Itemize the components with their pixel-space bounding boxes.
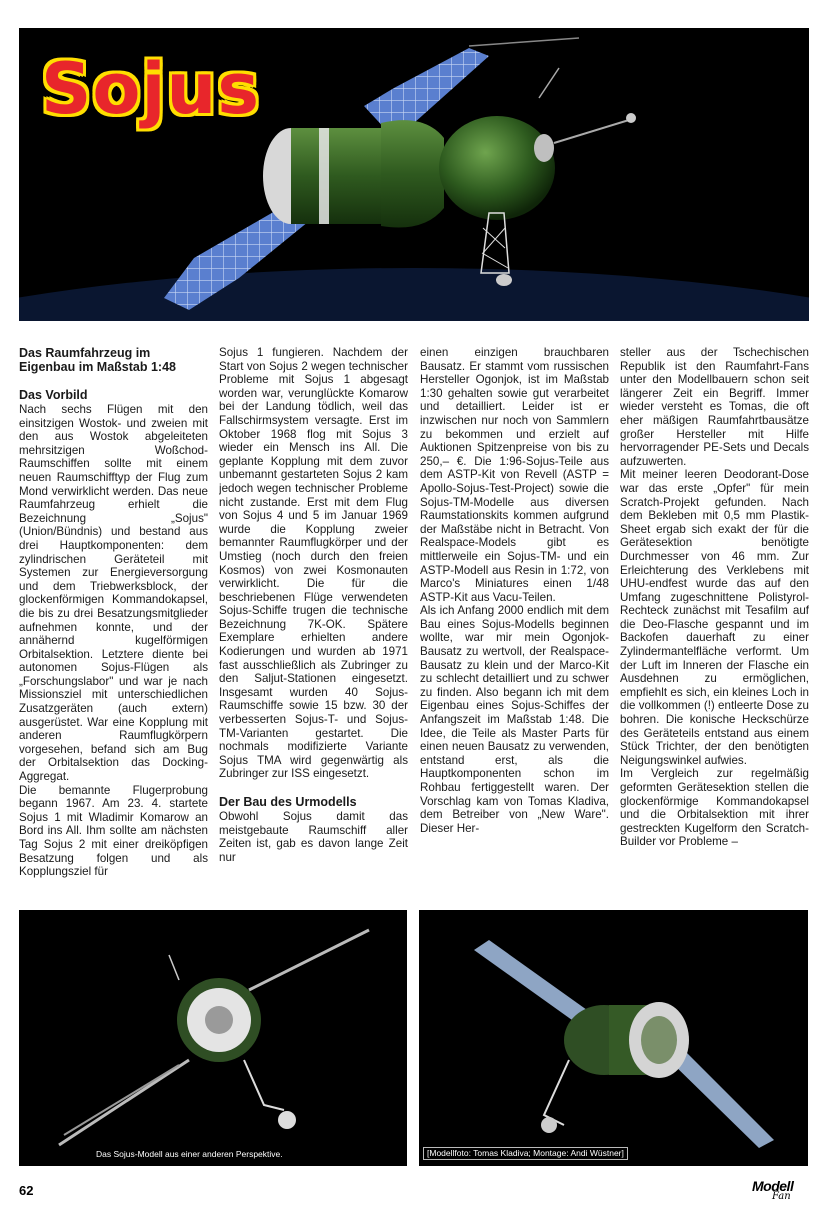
paragraph: Nach sechs Flügen mit den einsitzigen Wostok- und zweien mit den aus Wostok abgeleiteten mehrsitzigen Woßchod-Raumschiffen sollte mit einem neuen Raumschifftyp der Flug zum Mond verwirklicht werden. Das neue Raumfahrzeug erhielt die Bezeichnung „Sojus" (Union/Bündnis) und bestand aus drei Hauptkomponenten: dem zylindrischen Geräteteil mit Systemen zur Energieversorgung und dem Triebwerksblock, der glockenförmigen Kommandokapsel, die bis zu drei Besatzungsmitglieder aufnehmen konnte, und der annähernd kugelförmigen Orbitalsektion. Letztere diente bei autonomen Sojus-Flügen als „Forschungslabor" und war je nach Missionsziel mit unterschiedlichen Zusatzgeräten (auch extern) ausgerüstet. War eine Kopplung mit anderen Raumflugkörpern vorgesehen, befand sich am Bug der Orbitalsektion das Docking-Aggregat. [19, 403, 208, 784]
paragraph: Die bemannte Flugerprobung begann 1967. Am 23. 4. startete Sojus 1 mit Wladimir Komarow an Bord ins All. Ihm sollte am nächsten Tag Sojus 2 mit einer dreiköpfigen Besatzung folgen und als Kopplungsziel für [19, 783, 208, 879]
article-body [19, 346, 809, 898]
photo-caption-left: Das Sojus-Modell aus einer anderen Perspektive. [93, 1149, 286, 1160]
photo-model-side [419, 910, 808, 1166]
paragraph: einen einzigen brauchbaren Bausatz. Er stammt vom russischen Hersteller Ogonjok, ist im Maßstab 1:30 gehalten sowie gut verarbeitet und detailliert. Leider ist er inzwischen nur noch von Sammlern zu bekommen und erzielt auf Auktionen Spitzenpreise von bis zu 250,– €. Die 1:96-Sojus-Teile aus dem ASTP-Kit von Revell (ASTP = Apollo-Sojus-Test-Project) sowie die Sojus-TM-Modelle aus diversen Raumstationskits kommen aufgrund der Maßstäbe nicht in Betracht. Von Realspace-Models gibt es mittlerweile ein Sojus-TM- und ein ASTP-Modell aus Resin in 1:72, von Marco's Miniatures einen 1/48 ASTP-Kit aus Vacu-Teilen. [420, 346, 609, 604]
descent-module [381, 120, 444, 227]
article-column-3 [420, 346, 609, 898]
section-heading-urmodell: Der Bau des Urmodells [219, 795, 357, 809]
paragraph: Als ich Anfang 2000 endlich mit dem Bau eines Sojus-Modells beginnen wollte, war mir mein Ogonjok-Bausatz zu wertvoll, der Realspace-Bausatz zu klein und der Marco-Kit zu schlecht detailliert und zu schwer zu finden. Also begann ich mit dem Eigenbau eines Sojus-Schiffes der Anfangszeit im Maßstab 1:48. Die Idee, die Teile als Master Parts für einen neuen Bausatz zu verwenden, entstand erst, als die Hauptkomponenten schon im Rohbau fertiggestellt waren. Der Vorschlag kam von Tomas Kladiva, dem Betreiber von „New Ware". Dieser Her- [420, 604, 609, 835]
paragraph: Im Vergleich zur regelmäßig geformten Gerätesektion stellen die glockenförmige Kommandokapsel und die Orbitalsektion mit ihrer gestreckten Kugelform den Scratch-Builder vor Probleme – [620, 767, 809, 849]
photo-model-perspective [19, 910, 407, 1166]
paragraph: Mit meiner leeren Deodorant-Dose war das erste „Opfer" für mein Scratch-Projekt gefunden. Nach dem Bekleben mit 0,5 mm Plastik-Sheet ergab sich exakt der für die Gerätesektion benötigte Durchmesser von 46 mm. Zur Erleichterung des Verklebens mit UHU-endfest wurde das auf den Umfang zugeschnittene Polistyrol-Rechteck zunächst mit Tesafilm auf die Deo-Flasche gespannt und im Backofen dauerhaft zu einer Zylindermantelfläche verformt. Um der Luft im Inneren der Flasche ein Ausdehnen zu ermöglichen, empfiehlt es sich, ein kleines Loch in die vollkommen (!) entleerte Dose zu bohren. Die konische Heckschürze des Geräteteils entstand aus einem Stück Trichter, der den benötigten Neigungswinkel aufwies. [620, 468, 809, 767]
article-lead: Das Raumfahrzeug im Eigenbau im Maßstab 1:48 [19, 346, 176, 374]
paragraph: Obwohl Sojus damit das meistgebaute Raumschiff aller Zeiten ist, gab es davon lange Zeit nur [219, 810, 408, 864]
paragraph: Sojus 1 fungieren. Nachdem der Start von Sojus 2 wegen technischer Probleme mit Sojus 1 abgesagt worden war, verunglückte Komarow bei der Landung tödlich, weil das Fallschirmsystem versagte. Erst im Oktober 1968 flog mit Sojus 3 wieder ein Mensch ins All. Die geplante Kopplung mit dem zuvor unbemannt gestarteten Sojus 2 kam jedoch wegen technischer Probleme nicht zustande. Erst mit dem Flug von Sojus 4 und 5 im Januar 1969 wurde die Kopplung zweier bemannter Raumflugkörper und der Umstieg (noch durch den freien Kosmos) von zwei Kosmonauten verwirklicht. Die für die beschriebenen Flüge verwendeten Sojus-Schiffe trugen die technische Bezeichnung 7K-OK. Spätere Exemplare erhielten andere Kodierungen und wurden ab 1971 fast ausschließlich als Zubringer zu den Saljut-Stationen eingesetzt. Insgesamt wurden 40 Sojus-Raumschiffe sowie 15 bzw. 30 der verbesserten Sojus-T- und Sojus-TM-Varianten gestartet. Die nochmals modifizierte Variante Sojus TMA wird gegenwärtig als Zubringer zur ISS eingesetzt. [219, 346, 408, 781]
hero-title: Sojus [41, 48, 260, 130]
article-column-4 [620, 346, 809, 898]
page-number: 62 [19, 1183, 34, 1198]
photo-credit: [Modellfoto: Tomas Kladiva; Montage: Andi Wüstner] [423, 1147, 628, 1160]
article-column-2 [219, 346, 408, 898]
magazine-logo-bottom: Fan [772, 1191, 791, 1202]
magazine-logo-top: Modell [752, 1178, 794, 1194]
service-module [291, 128, 381, 224]
article-column-1 [19, 346, 208, 898]
soyuz-model-front-view [19, 910, 407, 1166]
orbital-module [439, 116, 555, 220]
section-heading-vorbild: Das Vorbild [19, 388, 88, 402]
magazine-logo [752, 1178, 812, 1208]
soyuz-model-side-view [419, 910, 808, 1166]
hero-image [19, 28, 809, 321]
paragraph: steller aus der Tschechischen Republik ist den Raumfahrt-Fans unter den Modellbauern schon seit längerer Zeit ein Begriff. Immer wieder versteht es Tomas, die oft eher mäßigen Raumfahrtbausätze großer Hersteller mit Hilfe hervorragender PE-Sets und Decals aufzuwerten. [620, 346, 809, 468]
